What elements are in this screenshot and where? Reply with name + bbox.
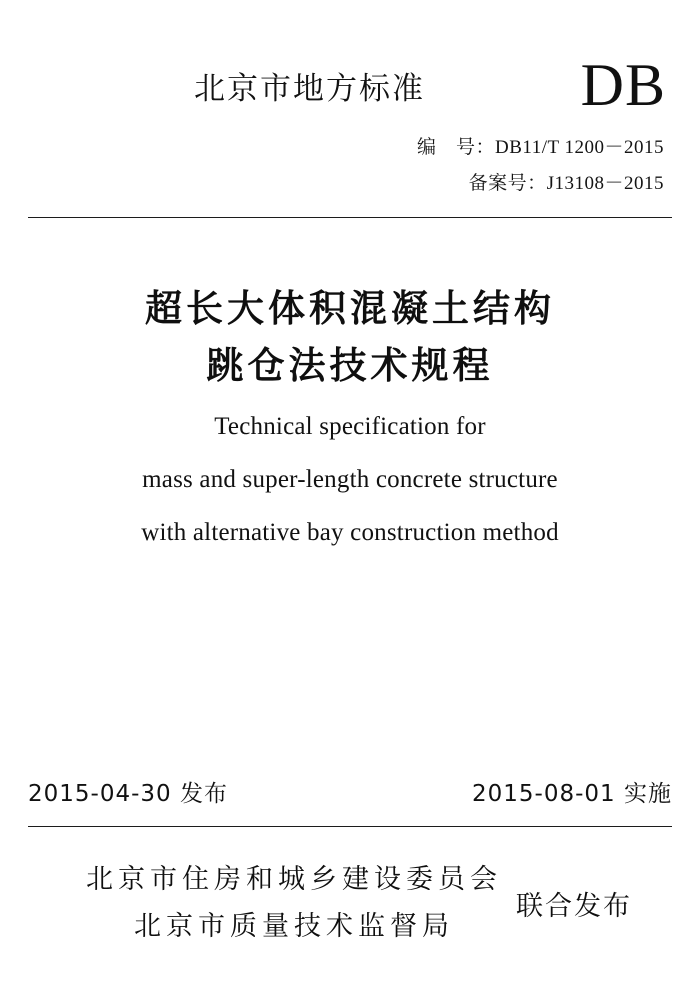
title-en-line-2: mass and super-length concrete structure (142, 465, 558, 493)
divider-bottom (28, 826, 672, 827)
issuer-block (28, 856, 672, 951)
db-logo-mark: DB (580, 52, 666, 118)
issue-date: 2015-04-30 发布 (28, 781, 228, 807)
issuer-line-1: 北京市住房和城乡建设委员会 (86, 864, 502, 895)
title-en-line-3: with alternative bay construction method (141, 518, 559, 546)
divider-top (28, 217, 672, 218)
effective-date: 2015-08-01 实施 (472, 781, 672, 807)
title-block (28, 280, 672, 554)
title-cn-line-2: 跳仓法技术规程 (206, 344, 494, 388)
issuer-names (68, 856, 502, 951)
standard-number: 编 号：DB11/T 1200－2015 (417, 137, 664, 158)
standard-code-block (28, 132, 672, 195)
cover-header (28, 0, 672, 118)
title-cn-line-1: 超长大体积混凝土结构 (145, 287, 555, 330)
issuer-line-2: 北京市质量技术监督局 (134, 911, 454, 943)
standard-label: 北京市地方标准 (194, 70, 425, 107)
record-number: 备案号：J13108－2015 (468, 173, 664, 194)
dates-row (28, 775, 672, 808)
joint-issue-label: 联合发布 (516, 890, 632, 922)
title-en-line-1: Technical specification for (214, 412, 486, 440)
